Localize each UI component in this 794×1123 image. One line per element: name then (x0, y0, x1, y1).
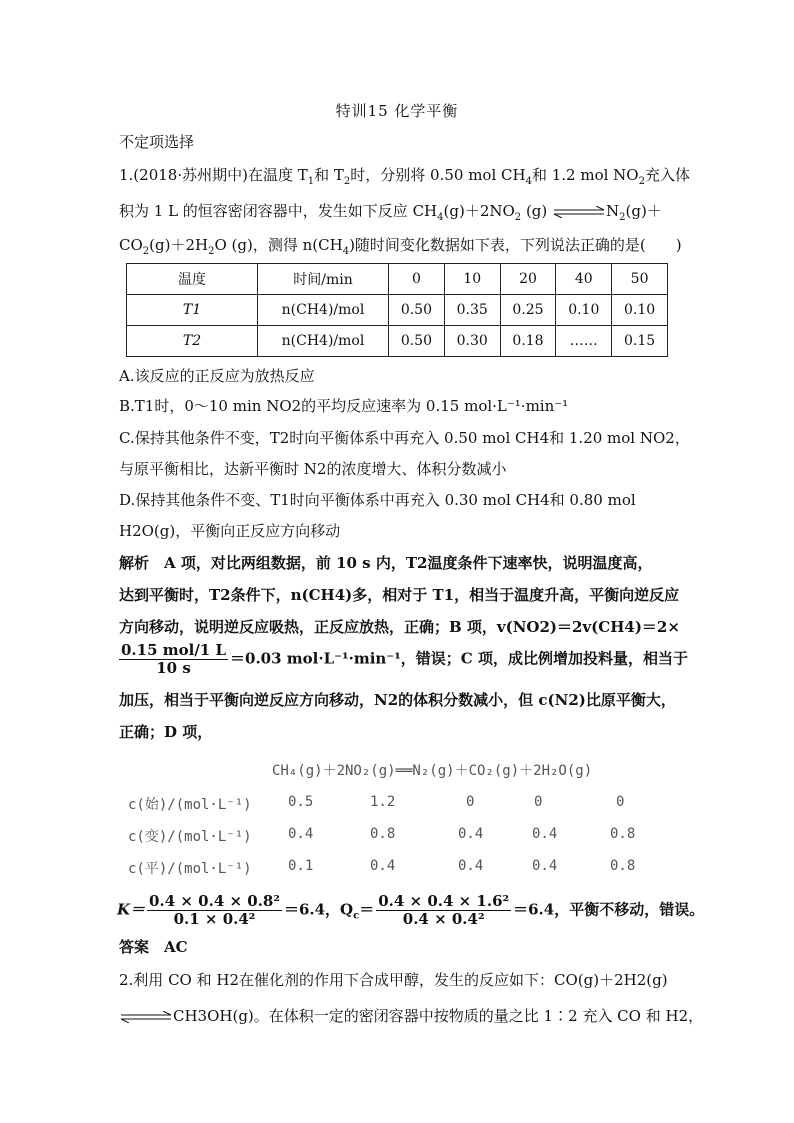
analysis-line-4: $\frac{\text{0.15 mol/1 L}}{10 s}$ ＝0.03 mol·L⁻¹·min⁻¹，错误；C 项，成比例增加投料量，相当于 (121, 641, 688, 677)
q1-stem-line-3: $CO_2(g)+2H_2O$ (g)，测得 $n(CH_4)$随时间变化数据如下表，下列说法正确的是( ) (119, 236, 682, 257)
table-cell: …… (556, 326, 612, 357)
equilibrium-arrow-icon (552, 206, 606, 218)
table-header-cell: 10 (444, 264, 500, 295)
analysis-line-3: 方向移动，说明逆反应吸热，正反应放热，正确；B 项，v(NO2)＝2v(CH4)＝2× (119, 618, 680, 636)
q2-line-1: 2.利用 CO 和 H2在催化剂的作用下合成甲醇，发生的反应如下：CO(g)＋2H2(g) (119, 971, 668, 989)
table-cell: 0.25 (500, 295, 556, 326)
table-header-cell: 温度 (127, 264, 258, 295)
option-c-line-2: 与原平衡相比，达新平衡时 N2的浓度增大、体积分数减小 (119, 460, 507, 478)
table-cell: 0.50 (389, 295, 445, 326)
table-header-row (127, 264, 668, 295)
table-header-cell: 40 (556, 264, 612, 295)
table-cell: 0.18 (500, 326, 556, 357)
rate-fraction: $\frac{\text{0.15 mol/1 L}}{10 s}$ (121, 641, 227, 677)
table-row (127, 295, 668, 326)
table-cell: 0.35 (444, 295, 500, 326)
table-header-cell: 50 (612, 264, 668, 295)
table-cell: 0.50 (389, 326, 445, 357)
option-c-line-1: C.保持其他条件不变，T2时向平衡体系中再充入 0.50 mol CH4和 1.20 mol NO2， (119, 429, 690, 447)
ice-equation: CH₄(g)＋2NO₂(g)══N₂(g)＋CO₂(g)＋2H₂O(g) (272, 763, 593, 779)
analysis-line-6: 正确；D 项， (119, 723, 213, 741)
k-fraction: $\frac{\text{0.4 × 0.4 × 0.8²}}{\text{0.1 × 0.4²}}$ (149, 892, 280, 928)
table-cell: T2 (127, 326, 258, 357)
table-cell: 0.15 (612, 326, 668, 357)
table-cell: 0.30 (444, 326, 500, 357)
analysis-line-5: 加压，相当于平衡向逆反应方向移动，N2的体积分数减小，但 c(N2)比原平衡大， (119, 691, 676, 709)
analysis-line-1: 解析 A 项，对比两组数据，前 10 s 内，T2温度条件下速率快，说明温度高， (119, 554, 653, 572)
page-title: 特训15 化学平衡 (335, 102, 459, 120)
k-qc-line: K＝ $\frac{\text{0.4 × 0.4 × 0.8²}}{\text{0.1 × 0.4²}}$ ＝6.4，$Q_c=$ $\frac{\text{0.4 × 0.4 × 1.6²}}{\text{0.4 × 0.4²}}$ ＝6.4，平衡不移动，错误。 (117, 892, 705, 928)
qc-fraction: $\frac{\text{0.4 × 0.4 × 1.6²}}{\text{0.4 × 0.4²}}$ (378, 892, 510, 928)
q2-line-2: CH3OH(g)。在体积一定的密闭容器中按物质的量之比 1∶2 充入 CO 和 H2， (119, 1006, 703, 1026)
analysis-line-2: 达到平衡时，T2条件下，n(CH4)多，相对于 T1，相当于温度升高，平衡向逆反应 (119, 586, 680, 604)
table-cell: 0.10 (556, 295, 612, 326)
table-header-cell: 20 (500, 264, 556, 295)
option-b: B.T1时，0～10 min NO2的平均反应速率为 0.15 mol·L⁻¹·min⁻¹ (119, 397, 569, 415)
q1-stem-line-1: 1.(2018·苏州期中)在温度 $T_1$和 $T_2$时，分别将 0.50 mol $CH_4$和 1.2 mol $NO_2$充入体 (119, 166, 690, 187)
table-cell: n(CH4)/mol (258, 326, 389, 357)
table-row (127, 326, 668, 357)
page: 特训15 化学平衡 不定项选择 1.(2018·苏州期中)在温度 $T_1$和 $T_2$时，分别将 0.50 mol $CH_4$和 1.2 mol $NO_2$充入体 积为 1 L 的恒容密闭容器中，发生如下反应 $CH_4(g)+2NO_2$ (g) $N_2(g)+$ $CO_2(g)+2H_2O$ (g)，测得 $n(CH_4)$随时间变化数据如下表，下列说法正确的是( ) 温度 时间/min 0 10 20 40 50 T1 n(CH4)/mol 0.50 0.35 0.25 0.10 0.10 T2 n(CH4)/mol 0.50 0.30 0.18 …… 0.15 A.该反应的正反应为放热反应 B.T1时，0～10 min NO2的平均反应速率为 0.15 mol·L⁻¹·min⁻¹ C.保持其他条件不变，T2时向平衡体系中再充入 0.50 mol CH4和 1.20 mol NO2， 与原平衡相比，达新平衡时 N2的浓度增大、体积分数减小 D.保持其他条件不变、T1时向平衡体系中再充入 0.30 mol CH4和 0.80 mol H2O(g)，平衡向正反应方向移动 解析 A 项，对比两组数据，前 10 s 内，T2温度条件下速率快，说明温度高， 达到平衡时，T2条件下，n(CH4)多，相对于 T1，相当于温度升高，平衡向逆反应 方向移动，说明逆反应吸热，正反应放热，正确；B 项，v(NO2)＝2v(CH4)＝2× $\frac{\text{0.15 mol/1 L}}{10 s}$ ＝0.03 mol·L⁻¹·min⁻¹，错误；C 项，成比例增加投料量，相当于 加压，相当于平衡向逆反应方向移动，N2的体积分数减小，但 c(N2)比原平衡大， 正确；D 项， CH₄(g)＋2NO₂(g)══N₂(g)＋CO₂(g)＋2H₂O(g) c(始)/(mol·L⁻¹) 0.5 1.2 0 0 0 c(变)/(mol·L⁻¹) 0.4 0.8 0.4 0.4 0.8 c(平)/(mol·L⁻¹) 0.1 0.4 0.4 0.4 0.8 K＝ $\frac{\text{0.4 × 0.4 × 0.8²}}{\text{0.1 × 0.4²}}$ ＝6.4，$Q_c=$ $\frac{\text{0.4 × 0.4 × 1.6²}}{\text{0.4 × 0.4²}}$ ＝6.4，平衡不移动，错误。 答案 AC 2.利用 CO 和 H2在催化剂的作用下合成甲醇，发生的反应如下：CO(g)＋2H2(g) CH3OH(g)。在体积一定的密闭容器中按物质的量之比 1∶2 充入 CO 和 H2， (0, 0, 794, 1123)
equilibrium-arrow-icon (119, 1011, 173, 1023)
answer: 答案 AC (119, 938, 188, 956)
section-heading: 不定项选择 (119, 133, 195, 151)
option-a: A.该反应的正反应为放热反应 (119, 367, 315, 385)
table-cell: n(CH4)/mol (258, 295, 389, 326)
option-d-line-1: D.保持其他条件不变、T1时向平衡体系中再充入 0.30 mol CH4和 0.80 mol (119, 491, 636, 509)
table-header-cell: 时间/min (258, 264, 389, 295)
table-header-cell: 0 (389, 264, 445, 295)
q1-stem-line-2: 积为 1 L 的恒容密闭容器中，发生如下反应 $CH_4(g)+2NO_2$ (g) $N_2(g)+$ (119, 202, 662, 223)
table-cell: 0.10 (612, 295, 668, 326)
data-table (126, 263, 668, 357)
table-cell: T1 (127, 295, 258, 326)
option-d-line-2: H2O(g)，平衡向正反应方向移动 (119, 522, 341, 540)
